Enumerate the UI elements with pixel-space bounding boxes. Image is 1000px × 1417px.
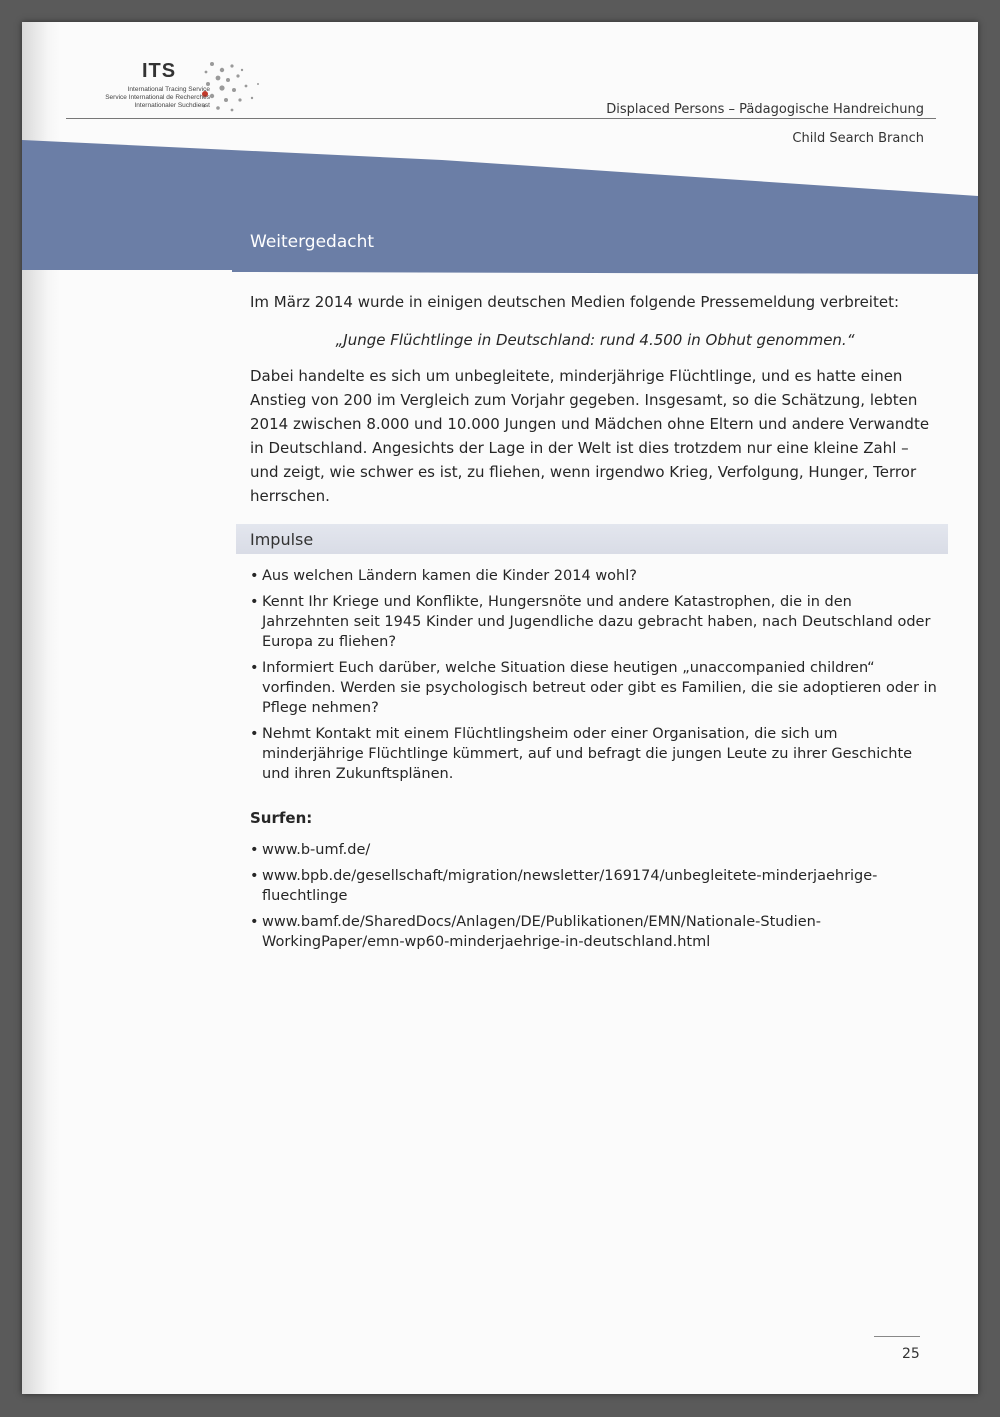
bullet-icon: • xyxy=(250,842,259,858)
section-banner xyxy=(22,140,978,280)
link-item[interactable]: • www.b-umf.de/ xyxy=(250,842,371,858)
surfen-heading: Surfen: xyxy=(250,809,313,827)
main-content xyxy=(250,290,940,958)
list-item: • Kennt Ihr Kriege und Konflikte, Hungersnöte und andere Katastrophen, die in den Jahrzehnten seit 1945 Kinder und Jugendliche dazu gebracht haben, nach Deutschland oder Europa zu fliehen? xyxy=(250,594,931,650)
list-item: • Informiert Euch darüber, welche Situation diese heutigen „unaccompanied children“ vorfinden. Werden sie psychologisch betreut oder gibt es Familien, die sie adoptieren oder in Pflege nehmen? xyxy=(250,660,937,716)
header-divider xyxy=(66,118,936,119)
bullet-icon: • xyxy=(250,868,259,884)
link-list xyxy=(250,840,940,952)
link-item[interactable]: • www.bamf.de/SharedDocs/Anlagen/DE/Publikationen/EMN/Nationale-Studien-WorkingPaper/emn-wp60-minderjaehrige-in-deutschland.html xyxy=(250,914,822,950)
logo-line-2: Service International de Recherches xyxy=(105,94,210,101)
footer-divider xyxy=(874,1336,920,1337)
document-page xyxy=(22,22,978,1394)
bullet-icon: • xyxy=(250,568,259,584)
bullet-icon: • xyxy=(250,914,259,930)
page-number: 25 xyxy=(902,1346,920,1362)
logo-wordmark: ITS xyxy=(142,60,177,82)
list-item: • Nehmt Kontakt mit einem Flüchtlingsheim oder einer Organisation, die sich um minderjährige Flüchtlinge kümmert, auf und befragt die jungen Leute zu ihrer Geschichte und ihren Zukunftsplänen. xyxy=(250,726,913,782)
impulse-title: Impulse xyxy=(250,530,314,549)
bullet-icon: • xyxy=(250,660,259,676)
logo-line-3: Internationaler Suchdienst xyxy=(134,102,210,109)
bullet-icon: • xyxy=(250,594,259,610)
logo-line-1: International Tracing Service xyxy=(127,86,210,93)
impulse-list xyxy=(250,566,940,784)
link-item[interactable]: • www.bpb.de/gesellschaft/migration/newsletter/169174/unbegleitete-minderjaehrige-fluechtlinge xyxy=(250,868,878,904)
list-item: • Aus welchen Ländern kamen die Kinder 2014 wohl? xyxy=(250,568,637,584)
section-title: Weitergedacht xyxy=(250,232,375,252)
impulse-header-bar xyxy=(236,524,948,554)
header-subtitle: Child Search Branch xyxy=(792,131,924,146)
intro-text: Im März 2014 wurde in einigen deutschen Medien folgende Pressemeldung verbreitet: xyxy=(250,293,900,311)
bullet-icon: • xyxy=(250,726,259,742)
body-paragraph: Dabei handelte es sich um unbegleitete, minderjährige Flüchtlinge, und es hatte einen Anstieg von 200 im Vergleich zum Vorjahr gegeben. Insgesamt, so die Schätzung, lebten 2014 zwischen 8.000 und 10.000 Jungen und Mädchen ohne Eltern und andere Verwandte in Deutschland. Angesichts der Lage in der Welt ist dies trotzdem nur eine kleine Zahl – und zeigt, wie schwer es ist, zu fliehen, wenn irgendwo Krieg, Verfolgung, Hunger, Terror herrschen. xyxy=(250,367,930,505)
header-title: Displaced Persons – Pädagogische Handreichung xyxy=(606,102,924,117)
press-quote: „Junge Flüchtlinge in Deutschland: rund 4.500 in Obhut genommen.“ xyxy=(335,331,855,349)
